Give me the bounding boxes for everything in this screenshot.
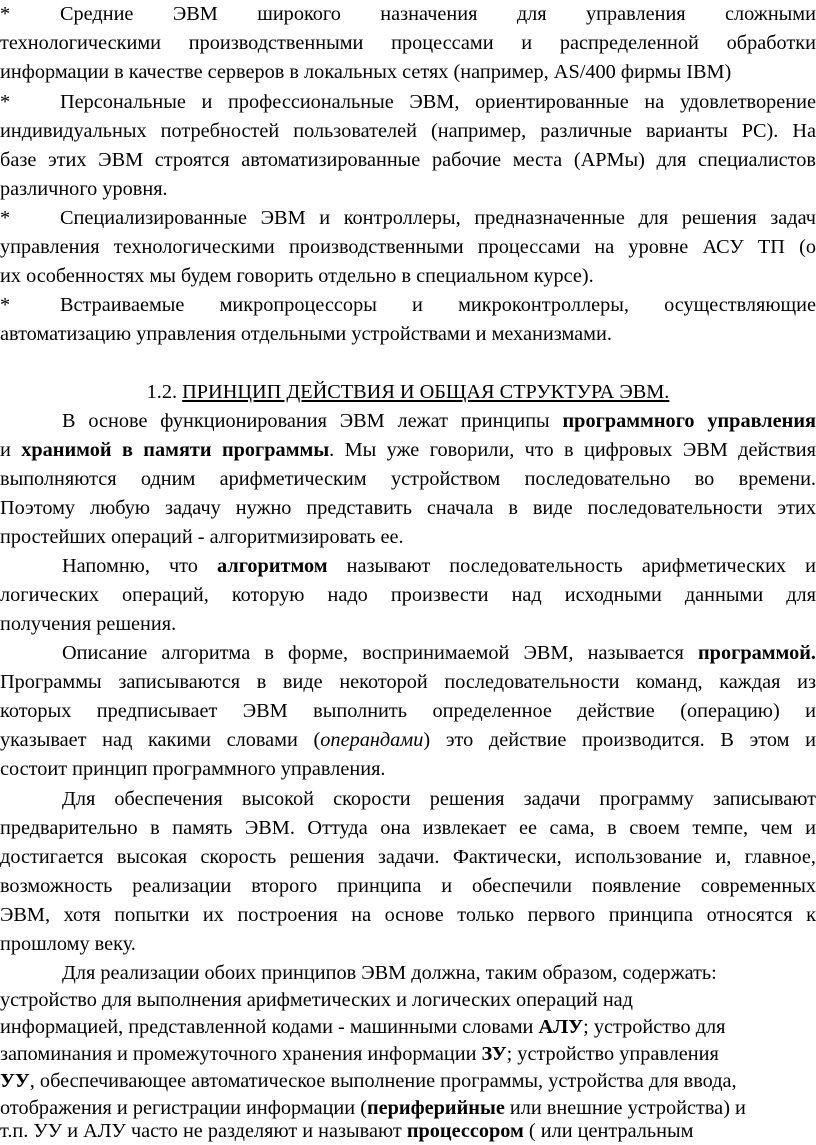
bullet-item-mid-range-computers: [0, 0, 816, 29]
paragraph-line: простейших операций - алгоритмизировать ее.: [0, 523, 816, 552]
paragraph-line: достигается высокая скорость решения задачи. Фактически, использование и, главное,: [0, 843, 816, 872]
text-line: их особенностях мы будем говорить отдельно в специальном курсе).: [0, 262, 816, 291]
paragraph-line: получения решения.: [0, 610, 816, 639]
text-line: индивидуальных потребностей пользователей (например, различные варианты PC). На: [0, 117, 816, 146]
text-line: технологическими производственными процессами и распределенной обработки: [0, 29, 816, 58]
paragraph-line: Для реализации обоих принципов ЭВМ должна, таким образом, содержать:: [0, 960, 816, 987]
paragraph-line: Поэтому любую задачу нужно представить сначала в виде последовательности этих: [0, 494, 816, 523]
paragraph-line: В основе функционирования ЭВМ лежат принципы программного управления: [0, 407, 816, 436]
bold-term: АЛУ: [538, 1016, 583, 1038]
bullet-item-specialized-computers: [0, 204, 816, 233]
paragraph-line: и хранимой в памяти программы. Мы уже говорили, что в цифровых ЭВМ действия: [0, 436, 816, 465]
bold-term: ЗУ: [482, 1043, 507, 1065]
section-heading: [0, 378, 816, 407]
paragraph-line: выполняются одним арифметическим устройством последовательно во времени.: [0, 465, 816, 494]
paragraph-line: ЭВМ, хотя попытки их построения на основе только первого принципа относятся к: [0, 901, 816, 930]
paragraph-line: т.п. УУ и АЛУ часто не разделяют и называют процессором ( или центральным: [0, 1118, 816, 1145]
paragraph-line: указывает над какими словами (операндами) это действие производится. В этом и: [0, 726, 816, 755]
bullet-marker: *: [0, 0, 40, 29]
text-line: управления технологическими производственными процессами на уровне АСУ ТП (о: [0, 233, 816, 262]
text-line: Средние ЭВМ широкого назначения для управления сложными: [60, 3, 816, 25]
paragraph-line: Напомню, что алгоритмом называют последовательность арифметических и: [0, 552, 816, 581]
bold-term: процессором: [407, 1120, 524, 1142]
paragraph-line: устройство для выполнения арифметических и логических операций над: [0, 987, 816, 1014]
paragraph-line: Описание алгоритма в форме, воспринимаемой ЭВМ, называется программой.: [0, 639, 816, 668]
bullet-item-embedded-processors: [0, 291, 816, 320]
paragraph-line: предварительно в память ЭВМ. Оттуда она извлекает ее сама, в своем темпе, чем и: [0, 814, 816, 843]
text-line: различного уровня.: [0, 175, 816, 204]
paragraph-line: Программы записываются в виде некоторой последовательности команд, каждая из: [0, 668, 816, 697]
bold-term: программного управления: [563, 410, 816, 432]
paragraph-line: состоит принцип программного управления.: [0, 755, 816, 784]
text-line: Персональные и профессиональные ЭВМ, ориентированные на удовлетворение: [60, 91, 816, 113]
text-line: Встраиваемые микропроцессоры и микроконтроллеры, осуществляющие: [60, 294, 816, 316]
bold-term: программой.: [698, 642, 816, 664]
paragraph-line: информацией, представленной кодами - машинными словами АЛУ; устройство для: [0, 1014, 816, 1041]
bold-term: УУ: [0, 1070, 30, 1092]
italic-term: операндами: [320, 729, 423, 751]
paragraph-line: Для обеспечения высокой скорости решения задачи программу записывают: [0, 785, 816, 814]
bold-term: периферийные: [367, 1097, 505, 1119]
paragraph-line: УУ, обеспечивающее автоматическое выполнение программы, устройства для ввода,: [0, 1068, 816, 1095]
section-title: ПРИНЦИП ДЕЙСТВИЯ И ОБЩАЯ СТРУКТУРА ЭВМ.: [182, 381, 669, 403]
text-line: базе этих ЭВМ строятся автоматизированные рабочие места (АРМы) для специалистов: [0, 146, 816, 175]
paragraph-line: отображения и регистрации информации (периферийные или внешние устройства) и: [0, 1095, 816, 1122]
paragraph-line: прошлому веку.: [0, 930, 816, 959]
bullet-marker: *: [0, 88, 40, 117]
bullet-marker: *: [0, 291, 40, 320]
paragraph-line: логических операций, которую надо произвести над исходными данными для: [0, 581, 816, 610]
text-line: Специализированные ЭВМ и контроллеры, предназначенные для решения задач: [60, 207, 816, 229]
paragraph-line: возможность реализации второго принципа и обеспечили появление современных: [0, 872, 816, 901]
text-line: автоматизацию управления отдельными устройствами и механизмами.: [0, 320, 816, 349]
bullet-marker: *: [0, 204, 40, 233]
paragraph-line: которых предписывает ЭВМ выполнить определенное действие (операцию) и: [0, 697, 816, 726]
paragraph-line: запоминания и промежуточного хранения информации ЗУ; устройство управления: [0, 1041, 816, 1068]
bold-term: алгоритмом: [217, 555, 328, 577]
section-number: 1.2.: [147, 381, 177, 403]
bullet-item-personal-computers: [0, 88, 816, 117]
bold-term: хранимой в памяти программы: [21, 439, 329, 461]
text-line: информации в качестве серверов в локальных сетях (например, AS/400 фирмы IBM): [0, 58, 816, 87]
